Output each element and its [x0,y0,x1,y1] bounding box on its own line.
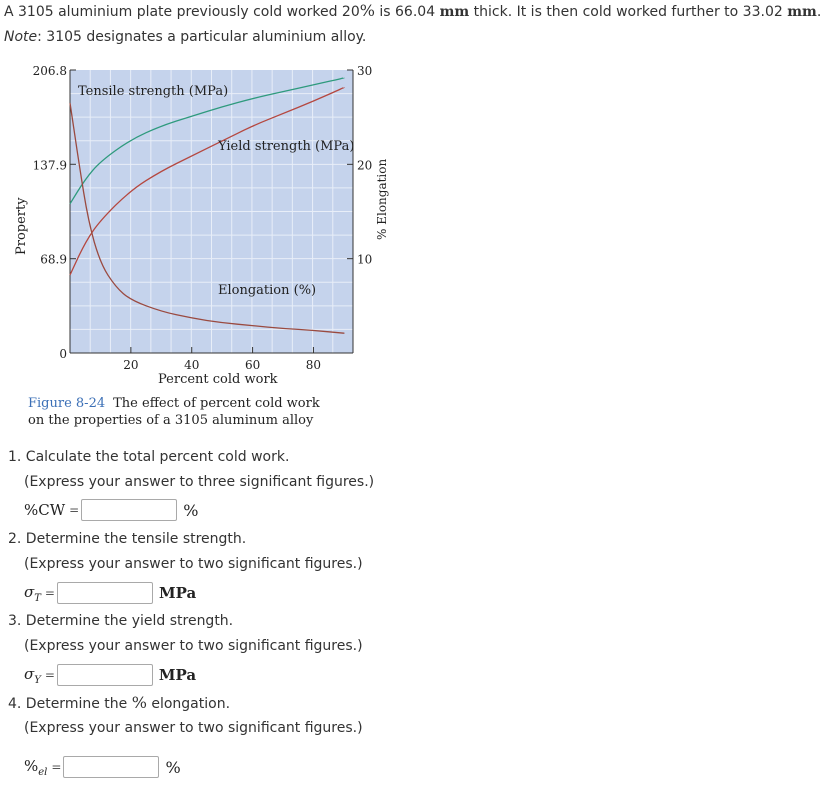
unit-percent: % [183,500,199,520]
sigma-y-symbol [24,665,41,686]
q4-text-b: elongation. [146,696,231,712]
question-2: 2. Determine the tensile strength. [8,531,247,547]
answer-row-4 [24,754,181,780]
answer-row-2 [24,580,196,606]
caption-line-2: on the properties of a 3105 aluminum alloy [28,413,314,428]
percent-symbol: % [359,1,375,20]
x-tick-label: 40 [184,358,200,372]
answer-row-1 [24,497,198,523]
caption-text-1: The effect of percent cold work [113,396,320,411]
alloy-note [4,27,366,47]
subscript-y: Y [34,674,41,686]
equals-sign: = [51,760,62,774]
equals-sign: = [44,586,55,600]
yield-curve-label: Yield strength (MPa) [218,139,355,154]
right-tick-label: 30 [357,64,373,78]
question-4 [8,693,230,714]
question-1: 1. Calculate the total percent cold work. [8,449,290,465]
pct-el-symbol [24,757,47,778]
unit-mpa: MPa [158,584,197,602]
question-1-note: (Express your answer to three significant figures.) [24,474,375,490]
equals-sign: = [44,668,55,682]
answer-row-3 [24,662,196,688]
sigma-glyph: σ [24,582,35,601]
intro-text-4: . [816,4,821,20]
question-3: 3. Determine the yield strength. [8,613,234,629]
note-text: : 3105 designates a particular aluminium alloy. [37,29,367,45]
unit-mm-2: mm [787,4,817,20]
symbol-text: %CW [24,501,66,519]
subscript-el: el [38,766,48,778]
property-figure [0,55,400,445]
subscript-t: T [34,592,41,604]
problem-statement [4,1,821,22]
x-axis-label: Percent cold work [158,372,278,387]
note-label: Note [4,29,38,45]
caption-line-1 [28,395,320,412]
unit-percent: % [165,757,181,777]
x-tick-label: 80 [305,358,322,372]
cold-work-chart [0,55,400,395]
question-4-note: (Express your answer to two significant figures.) [24,720,363,736]
q4-text-a: 4. Determine the [8,696,132,712]
elongation-curve-label: Elongation (%) [218,283,317,298]
right-tick-label: 10 [357,252,373,267]
unit-mm-1: mm [439,4,470,20]
figure-number: Figure 8-24 [28,396,106,411]
percent-glyph: % [24,756,39,775]
question-2-note: (Express your answer to two significant figures.) [24,556,363,572]
figure-caption [28,395,320,429]
left-tick-label: 68.9 [40,252,67,267]
unit-mpa: MPa [158,666,197,684]
intro-text-3: thick. It is then cold worked further to 33.02 [469,4,788,20]
equals-sign: = [69,503,80,517]
left-tick-label: 137.9 [32,158,67,173]
x-tick-label: 20 [123,358,139,372]
sigma-t-symbol [24,583,41,604]
cw-answer-input[interactable] [81,499,177,521]
left-tick-label: 206.8 [32,64,67,78]
question-3-note: (Express your answer to two significant figures.) [24,638,363,654]
cw-symbol [24,501,65,519]
tensile-strength-input[interactable] [57,582,153,604]
y-axis-left-label: Property [14,197,29,255]
left-tick-label: 0 [59,347,67,361]
elongation-input[interactable] [63,756,159,778]
yield-strength-input[interactable] [57,664,153,686]
x-tick-label: 60 [244,358,261,372]
percent-symbol: % [131,693,147,712]
sigma-glyph: σ [24,664,35,683]
intro-text-2: is 66.04 [374,4,440,20]
right-tick-label: 20 [357,158,373,173]
intro-text-1: A 3105 aluminium plate previously cold worked 20 [4,4,360,20]
y-axis-right-label: % Elongation [375,158,389,240]
tensile-curve-label: Tensile strength (MPa) [78,84,229,99]
